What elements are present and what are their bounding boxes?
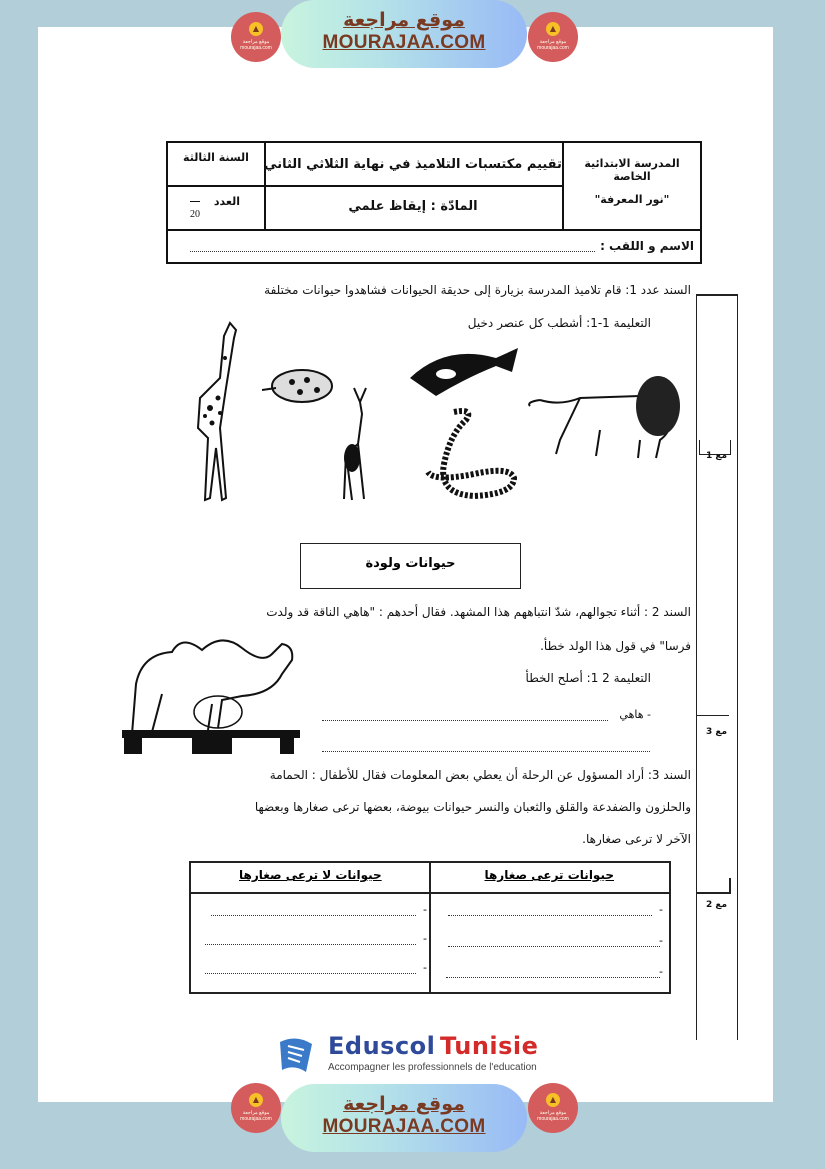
answer-care-3[interactable] bbox=[446, 977, 660, 978]
name-field[interactable] bbox=[190, 251, 595, 252]
title-box: حيوانات ولودة bbox=[300, 543, 521, 589]
giraffe-image[interactable] bbox=[190, 318, 260, 508]
camel-image[interactable] bbox=[122, 624, 300, 756]
score-cell: العدد 20 bbox=[168, 187, 266, 231]
answer-nocare-1[interactable] bbox=[211, 915, 416, 916]
criterion-box-2 bbox=[697, 878, 731, 894]
deer-image[interactable] bbox=[332, 384, 388, 506]
school-cell: المدرسة الابتدائية الخاصة "نور المعرفة" bbox=[562, 143, 700, 231]
mourajaa-badge-left: ▲ موقع مراجعة mourajaa.com bbox=[231, 12, 281, 62]
answer-line-1[interactable] bbox=[322, 720, 608, 721]
mourajaa-badge-right: ▲ موقع مراجعة mourajaa.com bbox=[528, 12, 578, 62]
mourajaa-banner-bottom[interactable]: موقع مراجعة MOURAJAA.COM bbox=[281, 1084, 527, 1152]
book-icon: ▲ bbox=[249, 22, 263, 36]
criterion-box-3 bbox=[697, 715, 729, 726]
eduscol-logo[interactable]: Eduscol Tunisie Accompagner les professionnels de l'education bbox=[276, 1030, 550, 1080]
criterion-2: مع 2 bbox=[706, 900, 728, 910]
context-2-line1: السند 2 : أثناء تجوالهم، شدّ انتباههم هذا المشهد. فقال أحدهم : "هاهي الناقة قد ولدت bbox=[266, 605, 691, 619]
answer-nocare-3[interactable] bbox=[205, 973, 416, 974]
exam-title-cell: تقييم مكتسبات التلاميذ في نهاية الثلاثي الثاني bbox=[264, 143, 562, 187]
answer-care-1[interactable] bbox=[448, 915, 652, 916]
snake-image[interactable] bbox=[414, 404, 526, 508]
subject-cell: المادّة : إيقاظ علمي bbox=[348, 199, 478, 214]
context-1: السند عدد 1: قام تلاميذ المدرسة بزيارة إلى حديقة الحيوانات فشاهدوا حيوانات مختلفة bbox=[264, 283, 691, 297]
book-icon: ▲ bbox=[546, 22, 560, 36]
grade-cell: السنة الثالثة bbox=[168, 143, 266, 187]
header-no-care-for-young: حيوانات لا ترعى صغارها bbox=[239, 868, 382, 882]
classification-table: حيوانات ترعى صغارها حيوانات لا ترعى صغارها - - - - - - bbox=[189, 861, 671, 994]
lion-image[interactable] bbox=[520, 370, 686, 462]
context-2-line2: فرسا" في قول هذا الولد خطأ. bbox=[540, 639, 691, 653]
mourajaa-badge-right-bottom: ▲ موقع مراجعة mourajaa.com bbox=[528, 1083, 578, 1133]
exam-header-table bbox=[166, 141, 702, 264]
context-3-line2: والحلزون والضفدعة والقلق والثعبان والنسر حيوانات بيوضة، بعضها ترعى صغارها وبعضها bbox=[254, 800, 691, 814]
mourajaa-banner-top[interactable]: موقع مراجعة MOURAJAA.COM bbox=[281, 0, 527, 68]
context-3-line1: السند 3: أراد المسؤول عن الرحلة أن يعطي بعض المعلومات فقال للأطفال : الحمامة bbox=[269, 768, 691, 782]
answer-nocare-2[interactable] bbox=[205, 944, 416, 945]
criterion-3: مع 3 bbox=[706, 727, 728, 737]
header-care-for-young: حيوانات ترعى صغارها bbox=[484, 868, 614, 882]
answer-care-2[interactable] bbox=[448, 946, 660, 947]
book-icon: ▲ bbox=[546, 1093, 560, 1107]
orca-image[interactable] bbox=[406, 338, 526, 400]
instruction-2-1: التعليمة 2 1: أصلح الخطأ bbox=[525, 671, 651, 685]
context-3-line3: الآخر لا ترعى صغارها. bbox=[582, 832, 691, 846]
criterion-1: مع 1 bbox=[706, 451, 728, 461]
score-margin bbox=[696, 294, 738, 1040]
book-icon: ▲ bbox=[249, 1093, 263, 1107]
frog-image[interactable] bbox=[262, 362, 342, 412]
answer-prefix: - هاهي bbox=[619, 708, 651, 721]
book-hand-icon bbox=[276, 1032, 318, 1076]
answer-line-2[interactable] bbox=[322, 751, 650, 752]
mourajaa-badge-left-bottom: ▲ موقع مراجعة mourajaa.com bbox=[231, 1083, 281, 1133]
instruction-1-1: التعليمة 1-1: أشطب كل عنصر دخيل bbox=[467, 316, 651, 330]
name-row: الاسم و اللقب : bbox=[168, 229, 700, 262]
